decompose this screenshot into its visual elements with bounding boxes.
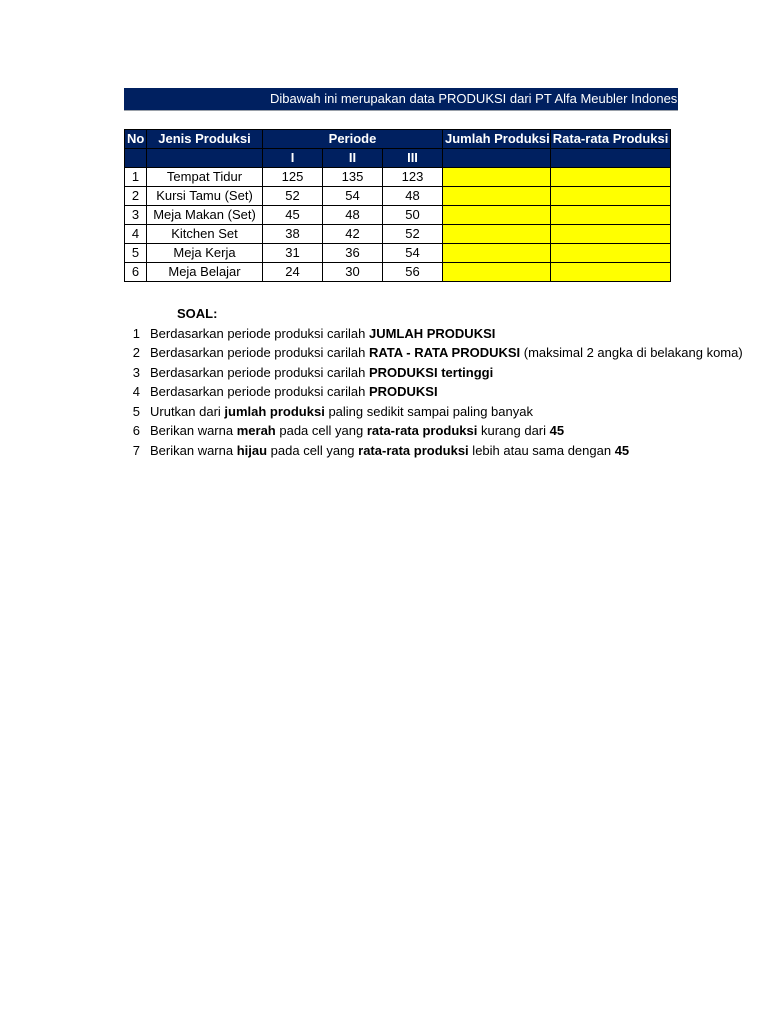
header-periode[interactable]: Periode: [263, 130, 443, 149]
soal-emphasis: PRODUKSI: [368, 384, 438, 399]
soal-text-run: pada cell yang: [275, 423, 367, 438]
header-rata-rata-produksi[interactable]: Rata-rata Produksi: [550, 130, 670, 149]
cell-jenis[interactable]: Kitchen Set: [147, 225, 263, 244]
soal-item-text: [150, 326, 495, 341]
soal-item-number: 4: [132, 384, 140, 399]
cell-jumlah-answer[interactable]: [443, 168, 551, 187]
cell-rata-answer[interactable]: [550, 225, 670, 244]
cell-jenis[interactable]: Meja Makan (Set): [147, 206, 263, 225]
soal-list: [124, 324, 743, 461]
soal-text-run: Urutkan dari: [150, 403, 225, 419]
table-row: [125, 225, 671, 244]
cell-jenis[interactable]: Tempat Tidur: [147, 168, 263, 187]
cell-rata-answer[interactable]: [550, 187, 670, 206]
subheader-empty-jenis[interactable]: [147, 149, 263, 168]
soal-item-text: [150, 365, 493, 380]
page-title: Dibawah ini merupakan data PRODUKSI dari PT Alfa Meubler Indonesia: [270, 91, 688, 106]
cell-period-1[interactable]: 31: [263, 244, 323, 263]
table-row: [125, 168, 671, 187]
soal-emphasis: JUMLAH PRODUKSI: [368, 325, 496, 341]
production-table: [124, 129, 671, 282]
soal-text-run: Berikan warna: [150, 423, 237, 438]
cell-period-2[interactable]: 36: [323, 244, 383, 263]
table-row: [125, 263, 671, 282]
cell-no[interactable]: 6: [125, 263, 147, 282]
cell-period-2[interactable]: 135: [323, 168, 383, 187]
cell-period-2[interactable]: 48: [323, 206, 383, 225]
cell-no[interactable]: 1: [125, 168, 147, 187]
table-row: [125, 206, 671, 225]
cell-jumlah-answer[interactable]: [443, 244, 551, 263]
soal-item: [124, 324, 678, 344]
soal-text-run: Berdasarkan periode produksi carilah: [150, 325, 369, 341]
soal-item-text: [150, 443, 629, 458]
header-jumlah-produksi[interactable]: Jumlah Produksi: [443, 130, 551, 149]
cell-period-2[interactable]: 30: [323, 263, 383, 282]
cell-no[interactable]: 3: [125, 206, 147, 225]
soal-item: [124, 343, 743, 363]
soal-item-number: 5: [132, 403, 140, 419]
cell-jumlah-answer[interactable]: [443, 206, 551, 225]
soal-text-run: (maksimal 2 angka di belakang koma): [520, 345, 743, 360]
soal-text-run: Berikan warna: [150, 442, 237, 458]
subheader-period-1[interactable]: I: [263, 149, 323, 168]
soal-item-text: [150, 423, 564, 438]
subheader-period-3[interactable]: III: [383, 149, 443, 168]
header-jenis-produksi[interactable]: Jenis Produksi: [147, 130, 263, 149]
soal-emphasis: RATA - RATA PRODUKSI: [368, 345, 521, 360]
cell-no[interactable]: 2: [125, 187, 147, 206]
soal-text-run: kurang dari: [477, 423, 550, 438]
cell-no[interactable]: 5: [125, 244, 147, 263]
cell-rata-answer[interactable]: [550, 206, 670, 225]
soal-item-number: 2: [132, 345, 140, 360]
cell-period-1[interactable]: 45: [263, 206, 323, 225]
soal-item: [124, 382, 678, 402]
cell-period-3[interactable]: 54: [383, 244, 443, 263]
header-no[interactable]: No: [125, 130, 147, 149]
soal-text-run: lebih atau sama dengan: [468, 442, 615, 458]
cell-rata-answer[interactable]: [550, 168, 670, 187]
table-subheader-row: [125, 149, 671, 168]
soal-text-run: Berdasarkan periode produksi carilah: [150, 384, 369, 399]
soal-emphasis: jumlah produksi: [224, 403, 325, 419]
subheader-empty-no[interactable]: [125, 149, 147, 168]
soal-emphasis: rata-rata produksi: [358, 442, 469, 458]
soal-item-number: 3: [132, 364, 140, 380]
table-row: [125, 187, 671, 206]
soal-text-run: Berdasarkan periode produksi carilah: [150, 345, 369, 360]
soal-emphasis: PRODUKSI tertinggi: [368, 364, 494, 380]
cell-period-3[interactable]: 48: [383, 187, 443, 206]
title-bar: [124, 88, 688, 110]
cell-period-1[interactable]: 125: [263, 168, 323, 187]
soal-item: [124, 421, 678, 441]
soal-item: [124, 441, 678, 461]
soal-emphasis: rata-rata produksi: [366, 423, 478, 438]
soal-item-number: 6: [132, 423, 140, 438]
soal-item: [124, 363, 678, 383]
cell-no[interactable]: 4: [125, 225, 147, 244]
soal-emphasis: merah: [236, 423, 276, 438]
cell-rata-answer[interactable]: [550, 244, 670, 263]
cell-period-3[interactable]: 52: [383, 225, 443, 244]
soal-item-number: 7: [132, 442, 140, 458]
cell-period-1[interactable]: 38: [263, 225, 323, 244]
cell-jenis[interactable]: Meja Belajar: [147, 263, 263, 282]
cell-jumlah-answer[interactable]: [443, 225, 551, 244]
table-header-row: [125, 130, 671, 149]
soal-emphasis: 45: [549, 423, 565, 438]
cell-period-3[interactable]: 50: [383, 206, 443, 225]
soal-item-text: [150, 384, 438, 399]
soal-item-text: [150, 345, 743, 360]
cell-period-3[interactable]: 123: [383, 168, 443, 187]
cell-period-3[interactable]: 56: [383, 263, 443, 282]
subheader-empty-rata[interactable]: [550, 149, 670, 168]
soal-title: SOAL:: [177, 306, 218, 321]
soal-text-run: Berdasarkan periode produksi carilah: [150, 364, 369, 380]
soal-text-run: pada cell yang: [267, 442, 359, 458]
cell-rata-answer[interactable]: [550, 263, 670, 282]
cell-period-2[interactable]: 54: [323, 187, 383, 206]
soal-emphasis: hijau: [236, 442, 268, 458]
soal-item-number: 1: [132, 325, 140, 341]
subheader-empty-jumlah[interactable]: [443, 149, 551, 168]
cell-period-1[interactable]: 52: [263, 187, 323, 206]
cell-jenis[interactable]: Meja Kerja: [147, 244, 263, 263]
soal-item-text: [150, 404, 533, 419]
cell-jumlah-answer[interactable]: [443, 187, 551, 206]
cell-jumlah-answer[interactable]: [443, 263, 551, 282]
subheader-period-2[interactable]: II: [323, 149, 383, 168]
soal-section: [124, 304, 743, 460]
cell-period-2[interactable]: 42: [323, 225, 383, 244]
soal-emphasis: 45: [614, 442, 630, 458]
soal-item: [124, 402, 678, 422]
cell-jenis[interactable]: Kursi Tamu (Set): [147, 187, 263, 206]
cell-period-1[interactable]: 24: [263, 263, 323, 282]
title-underline: [124, 110, 678, 111]
table-row: [125, 244, 671, 263]
soal-text-run: paling sedikit sampai paling banyak: [324, 403, 533, 419]
